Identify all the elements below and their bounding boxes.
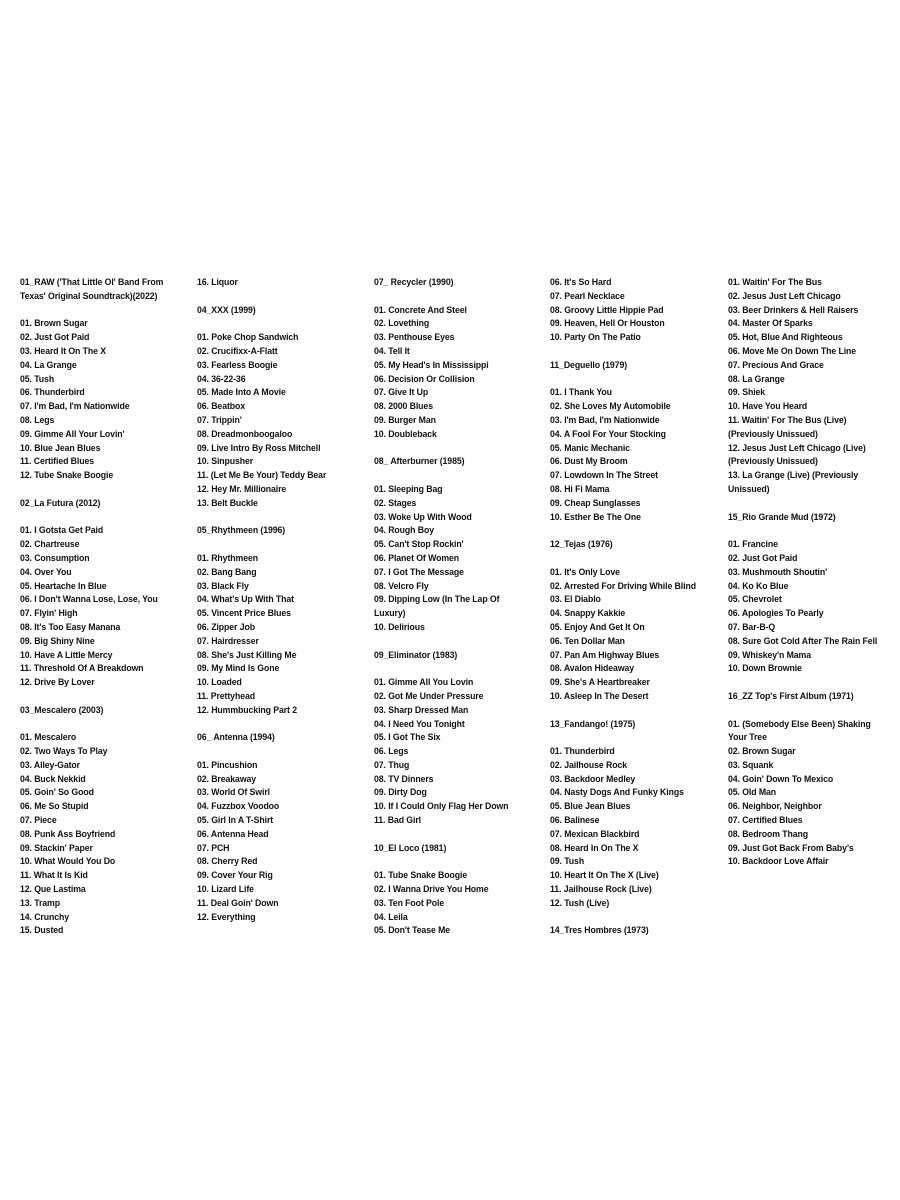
album-block [20,276,190,483]
track-item: 03. I'm Bad, I'm Nationwide [550,414,660,426]
track-item: 05. Don't Tease Me [374,925,451,937]
track-item: 09. Dipping Low (In The Lap Of [374,594,500,606]
track-item: 09. Cheap Sunglasses [550,497,641,509]
track-item: 02. I Wanna Drive You Home [374,884,489,896]
album-title [550,718,720,732]
track-item: 07. Precious And Grace [728,359,824,371]
track-item: 09. Shiek [728,387,766,399]
album-title-line: 04_XXX (1999) [197,304,256,316]
track-list [728,276,898,497]
track-item: 04. Leila [374,911,408,923]
track-item: 02. Crucifixx-A-Flatt [197,345,278,357]
track-item: 03. El Diablo [550,594,601,606]
track-item: 08. Legs [20,414,55,426]
track-item: 04. La Grange [20,359,77,371]
track-item: 12. Que Lastima [20,884,86,896]
album-block [550,276,720,345]
track-item: 05. Can't Stop Rockin' [374,539,464,551]
track-item: 04. I Need You Tonight [374,718,465,730]
track-item-continuation: (Previously Unissued) [728,428,818,440]
track-item: 09. Dirty Dog [374,787,427,799]
track-item: 01. Waitin' For The Bus [728,277,822,288]
album-title [550,359,720,373]
track-item: 09. Whiskey'n Mama [728,649,812,661]
track-item: 04. Fuzzbox Voodoo [197,801,280,813]
album-block [197,524,367,717]
track-item: 02. She Loves My Automobile [550,401,671,413]
album-block [550,718,720,911]
track-item: 03. Beer Drinkers & Hell Raisers [728,304,859,316]
track-item: 05. Heartache In Blue [20,580,107,592]
track-item: 04. Tell It [374,345,410,357]
track-item: 06. Ten Dollar Man [550,635,625,647]
track-item: 10. Backdoor Love Affair [728,856,829,868]
track-item: 04. A Fool For Your Stocking [550,428,666,440]
album-title-line: 09_Eliminator (1983) [374,649,458,661]
album-title-line: 11_Deguello (1979) [550,359,628,371]
track-item: 07. Pearl Necklace [550,290,625,302]
track-item: 03. Ten Foot Pole [374,897,445,909]
track-item: 11. (Let Me Be Your) Teddy Bear [197,470,327,482]
track-list [197,552,367,718]
track-item: 12. Tush (Live) [550,897,610,909]
album-block [550,538,720,704]
track-list [728,538,898,676]
track-item: 10. Have A Little Mercy [20,649,113,661]
album-title-line: 10_El Loco (1981) [374,842,447,854]
track-item: 12. Hummbucking Part 2 [197,704,297,716]
album-title [728,511,898,525]
track-item: 04. Snappy Kakkie [550,608,626,620]
track-item: 06. Balinese [550,815,600,827]
track-item: 09. Cover Your Rig [197,870,273,882]
track-item: 08. Bedroom Thang [728,828,809,840]
track-item: 01. Mescalero [20,732,77,744]
track-item: 07. Give It Up [374,387,429,399]
track-item: 01. Poke Chop Sandwich [197,332,299,344]
track-item: 11. Jailhouse Rock (Live) [550,884,652,896]
track-item: 01. Pincushion [197,759,258,771]
track-item: 04. Nasty Dogs And Funky Kings [550,787,684,799]
track-item: 06. Decision Or Collision [374,373,475,385]
track-item: 08. She's Just Killing Me [197,649,297,661]
track-item: 03. Penthouse Eyes [374,332,455,344]
track-item: 07. Flyin' High [20,608,78,620]
album-block [197,304,367,511]
track-item: 02. Jesus Just Left Chicago [728,290,841,302]
track-item: 06. Neighbor, Neighbor [728,801,822,813]
track-item: 07. Thug [374,759,410,771]
track-item: 10. Lizard Life [197,884,254,896]
track-item: 12. Everything [197,911,256,923]
track-item: 01. It's Only Love [550,566,620,578]
album-block [728,511,898,677]
track-item: 02. Brown Sugar [728,746,796,758]
track-item: 10. Party On The Patio [550,332,641,344]
track-item: 12. Hey Mr. Millionaire [197,483,287,495]
track-item: 07. Bar-B-Q [728,621,776,633]
track-item: 12. Jesus Just Left Chicago (Live) [728,442,866,454]
track-list [550,386,720,524]
album-block [20,497,190,690]
track-list [197,331,367,510]
track-item: 04. Ko Ko Blue [728,580,789,592]
track-list [374,304,544,442]
track-item: 10. Doubleback [374,428,437,440]
track-item: 06. Antenna Head [197,828,269,840]
track-item: 03. Squank [728,759,774,771]
album-title [20,276,190,304]
track-item: 06. Zipper Job [197,621,255,633]
column-5 [728,276,898,883]
album-title-line: 08_ Afterburner (1985) [374,456,465,468]
track-item: 10. Esther Be The One [550,511,641,523]
track-item: 02. Arrested For Driving While Blind [550,580,696,592]
track-item: 09. Gimme All Your Lovin' [20,428,125,440]
track-item: 05. Made Into A Movie [197,387,286,399]
track-item: 08. TV Dinners [374,773,434,785]
album-block [728,276,898,497]
track-item: 04. What's Up With That [197,594,295,606]
album-block [728,690,898,869]
album-title [197,731,367,745]
track-item: 07. Mexican Blackbird [550,828,640,840]
track-item: 06. Apologies To Pearly [728,608,824,620]
album-block [374,455,544,634]
track-item: 03. Consumption [20,552,90,564]
track-item: 06. It's So Hard [550,277,612,288]
track-list [374,676,544,828]
track-item: 03. Woke Up With Wood [374,511,472,523]
album-title-line: 07_ Recycler (1990) [374,277,454,288]
track-item: 03. Heard It On The X [20,345,106,357]
album-title [20,704,190,718]
track-item: 01. I Thank You [550,387,612,399]
track-item: 10. Loaded [197,677,242,689]
track-item: 02. Chartreuse [20,539,80,551]
track-item: 02. Lovething [374,318,430,330]
track-item: 02. Jailhouse Rock [550,759,628,771]
track-item: 01. (Somebody Else Been) Shaking [728,718,871,730]
track-item: 04. Rough Boy [374,525,435,537]
track-item: 05. Manic Mechanic [550,442,630,454]
album-block [20,704,190,939]
track-item: 09. Just Got Back From Baby's [728,842,854,854]
album-title-line: 01_RAW ('That Little Ol' Band From [20,277,164,288]
track-item: 10. Blue Jean Blues [20,442,101,454]
album-title [197,524,367,538]
track-item: 08. Avalon Hideaway [550,663,635,675]
album-title [20,497,190,511]
track-item: 08. 2000 Blues [374,401,433,413]
track-item: 13. La Grange (Live) (Previously [728,470,859,482]
track-item: 05. I Got The Six [374,732,441,744]
album-title [374,842,544,856]
track-item: 05. Old Man [728,787,777,799]
track-item-continuation: Your Tree [728,732,767,744]
track-item: 08. Heard In On The X [550,842,639,854]
track-item: 05. Tush [20,373,55,385]
track-item: 08. Sure Got Cold After The Rain Fell [728,635,878,647]
track-item: 05. Enjoy And Get It On [550,621,645,633]
track-item: 07. Pan Am Highway Blues [550,649,660,661]
track-item: 06. Move Me On Down The Line [728,345,857,357]
album-title [197,304,367,318]
track-item: 03. Mushmouth Shoutin' [728,566,828,578]
track-item: 02. Breakaway [197,773,257,785]
track-item: 11. Threshold Of A Breakdown [20,663,144,675]
album-title [550,538,720,552]
track-item: 08. Cherry Red [197,856,258,868]
track-item: 16. Liquor [197,277,238,288]
track-item: 07. I'm Bad, I'm Nationwide [20,401,130,413]
album-title-line: 05_Rhythmeen (1996) [197,525,286,537]
track-item: 04. Goin' Down To Mexico [728,773,834,785]
album-block [374,842,544,939]
album-block [550,359,720,525]
track-list [20,317,190,483]
track-item: 05. Girl In A T-Shirt [197,815,274,827]
track-item: 05. Blue Jean Blues [550,801,631,813]
track-list [550,566,720,704]
track-item: 10. Heart It On The X (Live) [550,870,659,882]
track-item: 12. Drive By Lover [20,677,95,689]
track-item: 01. Brown Sugar [20,318,88,330]
track-item: 10. If I Could Only Flag Her Down [374,801,509,813]
track-item: 06. Planet Of Women [374,552,460,564]
track-item: 14. Crunchy [20,911,70,923]
track-list [20,524,190,690]
track-item: 08. Velcro Fly [374,580,429,592]
track-item: 03. Black Fly [197,580,249,592]
track-item: 03. Backdoor Medley [550,773,636,785]
column-1 [20,276,190,952]
track-item: 12. Tube Snake Boogie [20,470,114,482]
track-list [550,745,720,911]
track-list [374,483,544,635]
track-item: 01. Thunderbird [550,746,615,758]
track-item: 09. Live Intro By Ross Mitchell [197,442,321,454]
track-list [728,718,898,870]
track-item: 11. Prettyhead [197,690,255,702]
track-item: 06. Legs [374,746,409,758]
track-item: 07. I Got The Message [374,566,464,578]
track-item: 08. It's Too Easy Manana [20,621,121,633]
album-title-line: 16_ZZ Top's First Album (1971) [728,690,854,702]
track-item: 01. Concrete And Steel [374,304,467,316]
track-item: 02. Just Got Paid [728,552,798,564]
track-item: 09. Tush [550,856,585,868]
track-item: 07. Hairdresser [197,635,259,647]
track-item: 04. Buck Nekkid [20,773,86,785]
track-item: 04. 36-22-36 [197,373,246,385]
track-item: 08. La Grange [728,373,785,385]
track-item-continuation: (Previously Unissued) [728,456,818,468]
track-item: 11. Waitin' For The Bus (Live) [728,414,847,426]
track-list [550,276,720,345]
album-block [374,649,544,828]
track-item: 08. Punk Ass Boyfriend [20,828,116,840]
album-title-line: 12_Tejas (1976) [550,539,613,551]
track-item: 15. Dusted [20,925,64,937]
track-item: 03. World Of Swirl [197,787,270,799]
album-title-line: Texas' Original Soundtrack)(2022) [20,290,158,302]
track-item: 05. Vincent Price Blues [197,608,291,620]
album-title-line: 15_Rio Grande Mud (1972) [728,511,836,523]
track-item: 09. Burger Man [374,414,436,426]
album-title [550,924,720,938]
track-item: 07. PCH [197,842,230,854]
track-item: 13. Belt Buckle [197,497,258,509]
track-item: 02. Just Got Paid [20,332,90,344]
track-item: 01. I Gotsta Get Paid [20,525,104,537]
album-block [197,276,367,290]
track-item: 07. Piece [20,815,57,827]
track-item: 06. Me So Stupid [20,801,89,813]
track-item: 03. Fearless Boogie [197,359,278,371]
track-item: 09. She's A Heartbreaker [550,677,650,689]
album-block [374,276,544,442]
track-item: 05. Hot, Blue And Righteous [728,332,843,344]
track-item: 10. What Would You Do [20,856,116,868]
track-item-continuation: Luxury) [374,608,406,620]
track-item: 05. My Head's In Mississippi [374,359,489,371]
album-title-line: 14_Tres Hombres (1973) [550,925,649,937]
track-item: 09. My Mind Is Gone [197,663,280,675]
track-item: 10. Have You Heard [728,401,808,413]
track-item: 09. Stackin' Paper [20,842,93,854]
track-item: 11. Deal Goin' Down [197,897,279,909]
album-title [374,276,544,290]
column-4 [550,276,720,952]
track-item: 06. Dust My Broom [550,456,628,468]
track-item: 06. I Don't Wanna Lose, Lose, You [20,594,158,606]
album-title [374,649,544,663]
album-block [550,924,720,938]
album-title [374,455,544,469]
track-item: 02. Bang Bang [197,566,257,578]
track-item: 02. Stages [374,497,417,509]
track-item: 03. Alley-Gator [20,759,80,771]
track-item: 01. Gimme All You Lovin [374,677,474,689]
track-item: 01. Sleeping Bag [374,483,443,495]
track-item: 02. Two Ways To Play [20,746,108,758]
track-item: 05. Chevrolet [728,594,782,606]
album-title [728,690,898,704]
track-item: 06. Thunderbird [20,387,85,399]
track-item: 08. Hi Fi Mama [550,483,610,495]
track-list [197,759,367,925]
track-item: 11. Certified Blues [20,456,95,468]
track-item: 08. Groovy Little Hippie Pad [550,304,664,316]
track-item: 01. Tube Snake Boogie [374,870,468,882]
track-item: 05. Goin' So Good [20,787,94,799]
album-title-line: 03_Mescalero (2003) [20,704,104,716]
track-item: 04. Over You [20,566,72,578]
track-item: 06. Beatbox [197,401,246,413]
track-item: 07. Trippin' [197,414,242,426]
track-item: 01. Francine [728,539,778,551]
track-item-continuation: Unissued) [728,483,770,495]
track-list [197,276,367,290]
track-item: 13. Tramp [20,897,60,909]
album-title-line: 06_ Antenna (1994) [197,732,275,744]
track-item: 03. Sharp Dressed Man [374,704,469,716]
track-item: 11. What It Is Kid [20,870,88,882]
track-list [20,731,190,938]
track-item: 10. Asleep In The Desert [550,690,649,702]
track-item: 10. Delirious [374,621,425,633]
track-item: 11. Bad Girl [374,815,421,827]
column-3 [374,276,544,952]
track-item: 09. Big Shiny Nine [20,635,95,647]
track-item: 07. Certified Blues [728,815,803,827]
track-item: 09. Heaven, Hell Or Houston [550,318,665,330]
track-item: 10. Sinpusher [197,456,254,468]
album-title-line: 13_Fandango! (1975) [550,718,636,730]
track-item: 10. Down Brownie [728,663,802,675]
track-item: 04. Master Of Sparks [728,318,813,330]
track-item: 07. Lowdown In The Street [550,470,658,482]
album-title-line: 02_La Futura (2012) [20,497,101,509]
track-item: 08. Dreadmonboogaloo [197,428,293,440]
album-block [197,731,367,924]
track-item: 02. Got Me Under Pressure [374,690,484,702]
track-item: 01. Rhythmeen [197,552,258,564]
column-2 [197,276,367,938]
track-list [374,869,544,938]
